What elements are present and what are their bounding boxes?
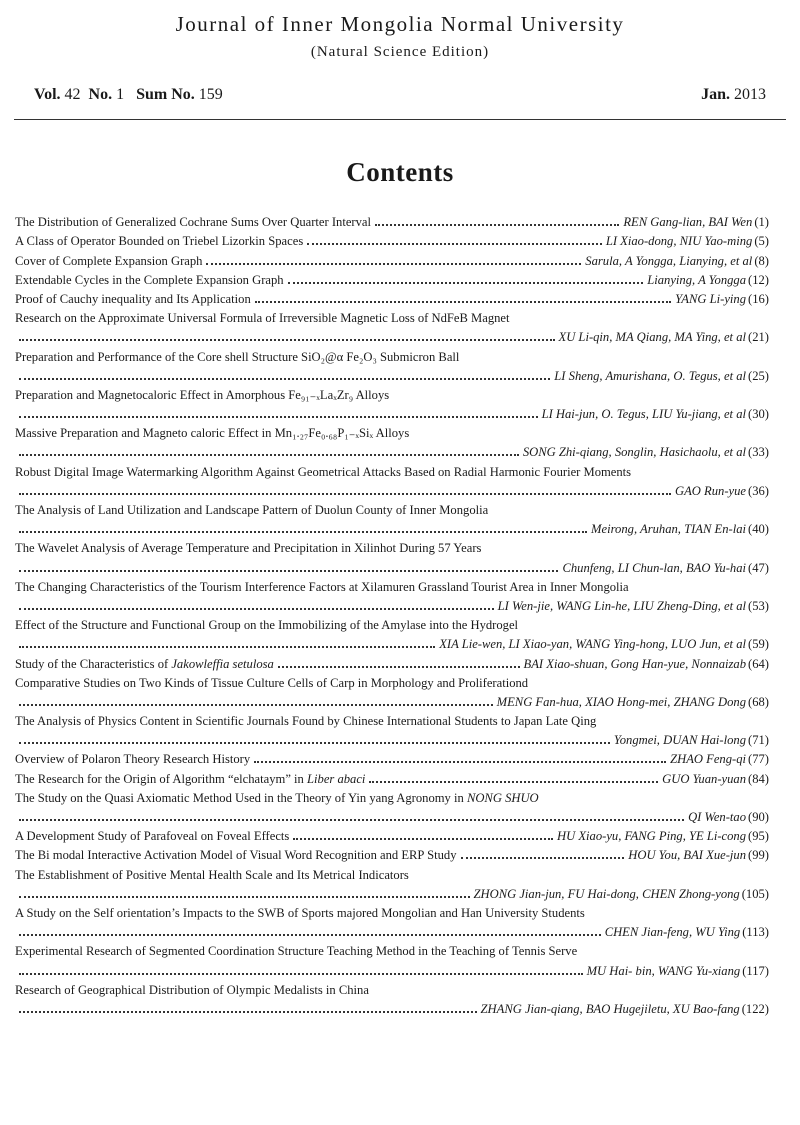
entry-title-text: Preparation and Performance of the Core shell Structure SiO₂@α Fe₂O₃ Submicron Ball xyxy=(15,349,460,364)
entry-line-title xyxy=(15,710,769,729)
entry-title xyxy=(15,944,577,959)
entry-title-italic: Liber abaci xyxy=(307,771,366,786)
entry-title xyxy=(15,387,389,403)
entry-title xyxy=(15,906,585,921)
entry-title xyxy=(15,541,481,556)
entry-title-text: Comparative Studies on Two Kinds of Tissue Culture Cells of Carp in Morphology and Proliferationd xyxy=(15,675,529,690)
entry-title-text: The Analysis of Land Utilization and Landscape Pattern of Duolun County of Inner Mongolia xyxy=(15,503,489,517)
entry-page: (68) xyxy=(748,694,769,709)
leader-dots xyxy=(19,1010,477,1013)
entry-authors: HOU You, BAI Xue-jun xyxy=(628,848,747,863)
entry-page: (30) xyxy=(748,407,769,422)
entry-title-text: Overview of Polaron Theory Research History xyxy=(15,752,251,767)
entry-page: (84) xyxy=(748,771,769,786)
entry-authors: REN Gang-lian, BAI Wen xyxy=(623,215,753,230)
journal-title: Journal of Inner Mongolia Normal University xyxy=(175,12,625,36)
entry-line-authors xyxy=(15,959,769,978)
entry-line xyxy=(15,230,769,249)
entry-authors: MENG Fan-hua, XIAO Hong-mei, ZHANG Dong xyxy=(496,694,747,709)
entry-line xyxy=(15,825,769,844)
entry-title-text: Extendable Cycles in the Complete Expansion Graph xyxy=(15,272,284,287)
entry-title xyxy=(15,215,371,230)
entry-line-authors xyxy=(15,883,769,902)
entry-line xyxy=(15,652,769,671)
entry-line-title xyxy=(15,422,769,441)
entry-title-text: Proof of Cauchy inequality and Its Application xyxy=(15,291,251,306)
entry-title-text: Cover of Complete Expansion Graph xyxy=(15,253,203,268)
entry-title xyxy=(15,425,409,441)
entry-page: (113) xyxy=(742,925,769,940)
entry-title xyxy=(15,350,459,365)
entry-page: (8) xyxy=(754,253,769,268)
entry-page: (64) xyxy=(748,656,769,671)
entry-line xyxy=(15,844,769,863)
entry-line-authors xyxy=(15,365,769,384)
entry-title-text: Research on the Approximate Universal Formula of Irreversible Magnetic Loss of NdFeB Magnet xyxy=(15,311,510,326)
leader-dots xyxy=(19,338,555,341)
toc-entry[interactable] xyxy=(15,979,769,1017)
entry-title-text: The Bi modal Interactive Activation Model of Visual Word Recognition and ERP Study xyxy=(15,848,457,863)
entry-authors: QI Wen-tao xyxy=(688,810,747,824)
entry-title-text: Experimental Research of Segmented Coordination Structure Teaching Method in the Teaching of Tennis Serve xyxy=(15,944,578,959)
leader-dots xyxy=(375,223,619,226)
entry-authors: LI Xiao-dong, NIU Yao-ming xyxy=(605,234,753,249)
entry-line-title xyxy=(15,307,769,326)
entry-authors: LI Wen-jie, WANG Lin-he, LIU Zheng-Ding, et al xyxy=(497,598,747,613)
entry-page: (90) xyxy=(748,810,769,824)
leader-dots xyxy=(19,741,610,744)
leader-dots xyxy=(19,530,587,533)
entry-line-title xyxy=(15,499,769,518)
entry-page: (99) xyxy=(748,848,769,863)
entry-line-authors xyxy=(15,633,769,652)
toc-entry[interactable] xyxy=(15,748,769,767)
entry-authors: Chunfeng, LI Chun-lan, BAO Yu-hai xyxy=(562,560,747,575)
vol-number: 42 xyxy=(64,86,81,103)
entry-line-authors xyxy=(15,326,769,345)
entry-title-text: The Research for the Origin of Algorithm “elchataym” in xyxy=(15,771,308,786)
leader-dots xyxy=(288,281,644,284)
entry-title-text: Preparation and Magnetocaloric Effect in Amorphous Fe₉₁₋ₓLaₓZr₉ Alloys xyxy=(15,387,390,402)
entry-page: (77) xyxy=(748,752,769,767)
entry-authors: LI Hai-jun, O. Tegus, LIU Yu-jiang, et al xyxy=(541,407,747,422)
entry-page: (40) xyxy=(748,522,769,537)
entry-page: (21) xyxy=(748,330,769,345)
entry-title-text: A Development Study of Parafoveal on Foveal Effects xyxy=(15,829,290,844)
leader-dots xyxy=(369,780,658,783)
no-label: No. xyxy=(88,86,113,103)
vol-label: Vol. xyxy=(34,86,61,103)
entry-title xyxy=(15,292,251,307)
sum-number: 159 xyxy=(198,86,223,103)
entry-page: (12) xyxy=(748,272,769,287)
entry-line xyxy=(15,269,769,288)
entry-line-authors xyxy=(15,441,769,460)
entry-page: (16) xyxy=(748,291,769,306)
toc-entry[interactable] xyxy=(15,230,769,249)
toc-entry[interactable] xyxy=(15,614,769,652)
entry-title xyxy=(15,714,596,729)
toc-entry[interactable] xyxy=(15,537,769,575)
entry-authors: Sarula, A Yongga, Lianying, et al xyxy=(585,253,753,268)
leader-dots xyxy=(19,415,538,418)
toc-entry[interactable] xyxy=(15,672,769,710)
entry-line-title xyxy=(15,460,769,479)
toc-entry[interactable] xyxy=(15,787,769,825)
leader-dots xyxy=(19,972,583,975)
entry-title-text: The Establishment of Positive Mental Health Scale and Its Metrical Indicators xyxy=(15,867,409,882)
toc-entry[interactable] xyxy=(15,460,769,498)
table-of-contents xyxy=(15,211,769,1017)
entry-title xyxy=(15,580,629,595)
entry-line-authors xyxy=(15,403,769,422)
toc-entry[interactable] xyxy=(15,710,769,748)
leader-dots xyxy=(206,262,581,265)
entry-title-text: The Study on the Quasi Axiomatic Method Used in the Theory of Yin yang Agronomy in xyxy=(15,790,467,805)
entry-line-title xyxy=(15,345,769,364)
entry-title-italic: Jakowleffia setulosa xyxy=(171,656,274,671)
entry-line-title xyxy=(15,902,769,921)
leader-dots xyxy=(19,818,684,821)
leader-dots xyxy=(278,665,520,668)
entry-line xyxy=(15,249,769,268)
leader-dots xyxy=(461,856,625,859)
entry-page: (1) xyxy=(754,215,769,230)
entry-title-text: A Study on the Self orientation’s Impacts to the SWB of Sports majored Mongolian and Han University Students xyxy=(15,905,585,920)
entry-authors: YANG Li-ying xyxy=(675,291,747,306)
toc-entry[interactable] xyxy=(15,422,769,460)
entry-title xyxy=(15,465,631,480)
toc-entry[interactable] xyxy=(15,307,769,345)
entry-authors: ZHAO Feng-qi xyxy=(670,752,747,767)
entry-title-text: Study of the Characteristics of xyxy=(15,656,172,671)
entry-line xyxy=(15,767,769,786)
toc-entry[interactable] xyxy=(15,576,769,614)
leader-dots xyxy=(19,453,519,456)
entry-title xyxy=(15,254,202,269)
leader-dots xyxy=(19,895,470,898)
toc-entry[interactable] xyxy=(15,249,769,268)
leader-dots xyxy=(307,242,602,245)
entry-line-title xyxy=(15,576,769,595)
toc-entry[interactable] xyxy=(15,940,769,978)
entry-line-title xyxy=(15,787,769,806)
entry-authors: Lianying, A Yongga xyxy=(647,272,747,287)
entry-title xyxy=(15,829,289,844)
entry-page: (33) xyxy=(748,445,769,460)
leader-dots xyxy=(255,300,671,303)
entry-line-authors xyxy=(15,691,769,710)
entry-line-title xyxy=(15,614,769,633)
entry-authors: XIA Lie-wen, LI Xiao-yan, WANG Ying-hong, LUO Jun, et al xyxy=(439,637,747,652)
entry-title-text: The Analysis of Physics Content in Scientific Journals Found by Chinese International Students to Japan Late Qing xyxy=(15,714,597,729)
entry-authors: ZHANG Jian-qiang, BAO Hugejiletu, XU Bao-fang xyxy=(480,1001,740,1016)
leader-dots xyxy=(19,607,494,610)
leader-dots xyxy=(19,569,558,572)
entry-page: (59) xyxy=(748,637,769,652)
entry-line-title xyxy=(15,384,769,403)
entry-title-text: The Changing Characteristics of the Tourism Interference Factors at Xilamuren Grassland Tourist Area in Inner Mongolia xyxy=(15,579,629,594)
no-number: 1 xyxy=(116,86,125,103)
entry-authors: Meirong, Aruhan, TIAN En-lai xyxy=(591,522,747,537)
entry-authors: XU Li-qin, MA Qiang, MA Ying, et al xyxy=(558,330,747,345)
leader-dots xyxy=(19,933,601,936)
issue-month: Jan. xyxy=(701,86,730,103)
entry-page: (105) xyxy=(741,886,769,901)
entry-authors: GUO Yuan-yuan xyxy=(662,771,747,786)
toc-entry[interactable] xyxy=(15,767,769,786)
toc-entry[interactable] xyxy=(15,499,769,537)
entry-line-authors xyxy=(15,518,769,537)
entry-title xyxy=(15,791,539,806)
entry-title xyxy=(15,234,303,249)
header-divider xyxy=(14,119,786,120)
sum-label: Sum No. xyxy=(136,86,195,103)
entry-page: (5) xyxy=(754,234,769,249)
entry-page: (95) xyxy=(748,829,769,844)
entry-title xyxy=(15,752,250,767)
entry-title-text: The Wavelet Analysis of Average Temperature and Precipitation in Xilinhot During 57 Years xyxy=(15,541,482,556)
toc-entry[interactable] xyxy=(15,825,769,844)
entry-title xyxy=(15,273,284,288)
entry-authors: ZHONG Jian-jun, FU Hai-dong, CHEN Zhong-yong xyxy=(473,886,740,901)
toc-entry[interactable] xyxy=(15,288,769,307)
issue-volume xyxy=(34,86,223,104)
entry-title-text: Effect of the Structure and Functional Group on the Immobilizing of the Amylase into the Hydrogel xyxy=(15,618,519,633)
entry-page: (122) xyxy=(741,1001,769,1016)
toc-entry[interactable] xyxy=(15,652,769,671)
entry-title-italic: NONG SHUO xyxy=(466,790,539,805)
entry-title-text: Robust Digital Image Watermarking Algorithm Against Geometrical Attacks Based on Radial Harmonic Fourier Moments xyxy=(15,464,632,479)
leader-dots xyxy=(19,645,435,648)
entry-line xyxy=(15,748,769,767)
entry-title xyxy=(15,657,274,672)
entry-title xyxy=(15,848,457,863)
entry-page: (71) xyxy=(748,733,769,748)
journal-edition: (Natural Science Edition) xyxy=(310,44,490,60)
entry-line-title xyxy=(15,863,769,882)
entry-title-text: Massive Preparation and Magneto caloric Effect in Mn₁.₂₇Fe₀.₆₈P₁₋ₓSiₓ Alloys xyxy=(15,426,410,441)
entry-title-text: A Class of Operator Bounded on Triebel Lizorkin Spaces xyxy=(15,234,304,249)
entry-title xyxy=(15,983,369,998)
toc-entry[interactable] xyxy=(15,844,769,863)
entry-page: (47) xyxy=(748,560,769,575)
issue-year: 2013 xyxy=(734,86,766,103)
entry-page: (53) xyxy=(748,598,769,613)
entry-title xyxy=(15,772,365,787)
issue-date xyxy=(701,86,766,104)
entry-line-authors xyxy=(15,998,769,1017)
toc-entry[interactable] xyxy=(15,345,769,383)
leader-dots xyxy=(254,760,666,763)
entry-title xyxy=(15,311,510,326)
entry-page: (117) xyxy=(742,963,769,978)
entry-line-authors xyxy=(15,595,769,614)
entry-authors: LI Sheng, Amurishana, O. Tegus, et al xyxy=(554,368,747,383)
entry-line-title xyxy=(15,537,769,556)
entry-line-authors xyxy=(15,480,769,499)
toc-entry[interactable] xyxy=(15,902,769,940)
entry-title-text: Research of Geographical Distribution of Olympic Medalists in China xyxy=(15,982,369,997)
toc-entry[interactable] xyxy=(15,269,769,288)
entry-line xyxy=(15,211,769,230)
entry-page: (25) xyxy=(748,368,769,383)
entry-line xyxy=(15,288,769,307)
entry-authors: Yongmei, DUAN Hai-long xyxy=(613,733,747,748)
issue-line xyxy=(34,86,766,104)
entry-line-title xyxy=(15,672,769,691)
entry-line-authors xyxy=(15,921,769,940)
entry-authors: SONG Zhi-qiang, Songlin, Hasichaolu, et al xyxy=(522,445,747,460)
entry-page: (36) xyxy=(748,483,769,498)
leader-dots xyxy=(19,377,550,380)
entry-title-text: The Distribution of Generalized Cochrane Sums Over Quarter Interval xyxy=(15,215,372,230)
toc-entry[interactable] xyxy=(15,211,769,230)
entry-authors: MU Hai- bin, WANG Yu-xiang xyxy=(586,963,741,978)
entry-authors: HU Xiao-yu, FANG Ping, YE Li-cong xyxy=(557,829,747,844)
toc-entry[interactable] xyxy=(15,384,769,422)
entry-authors: BAI Xiao-shuan, Gong Han-yue, Nonnaizab xyxy=(523,656,747,671)
contents-heading: Contents xyxy=(346,157,454,187)
entry-title xyxy=(15,868,409,883)
leader-dots xyxy=(19,703,493,706)
toc-entry[interactable] xyxy=(15,863,769,901)
entry-line-title xyxy=(15,979,769,998)
entry-line-authors xyxy=(15,729,769,748)
entry-line-authors xyxy=(15,556,769,575)
entry-line-title xyxy=(15,940,769,959)
entry-title xyxy=(15,676,528,691)
entry-title xyxy=(15,503,488,518)
leader-dots xyxy=(19,492,671,495)
entry-line-authors xyxy=(15,806,769,825)
leader-dots xyxy=(293,837,553,840)
entry-title xyxy=(15,618,518,633)
entry-authors: CHEN Jian-feng, WU Ying xyxy=(604,925,741,940)
entry-authors: GAO Run-yue xyxy=(675,483,747,498)
